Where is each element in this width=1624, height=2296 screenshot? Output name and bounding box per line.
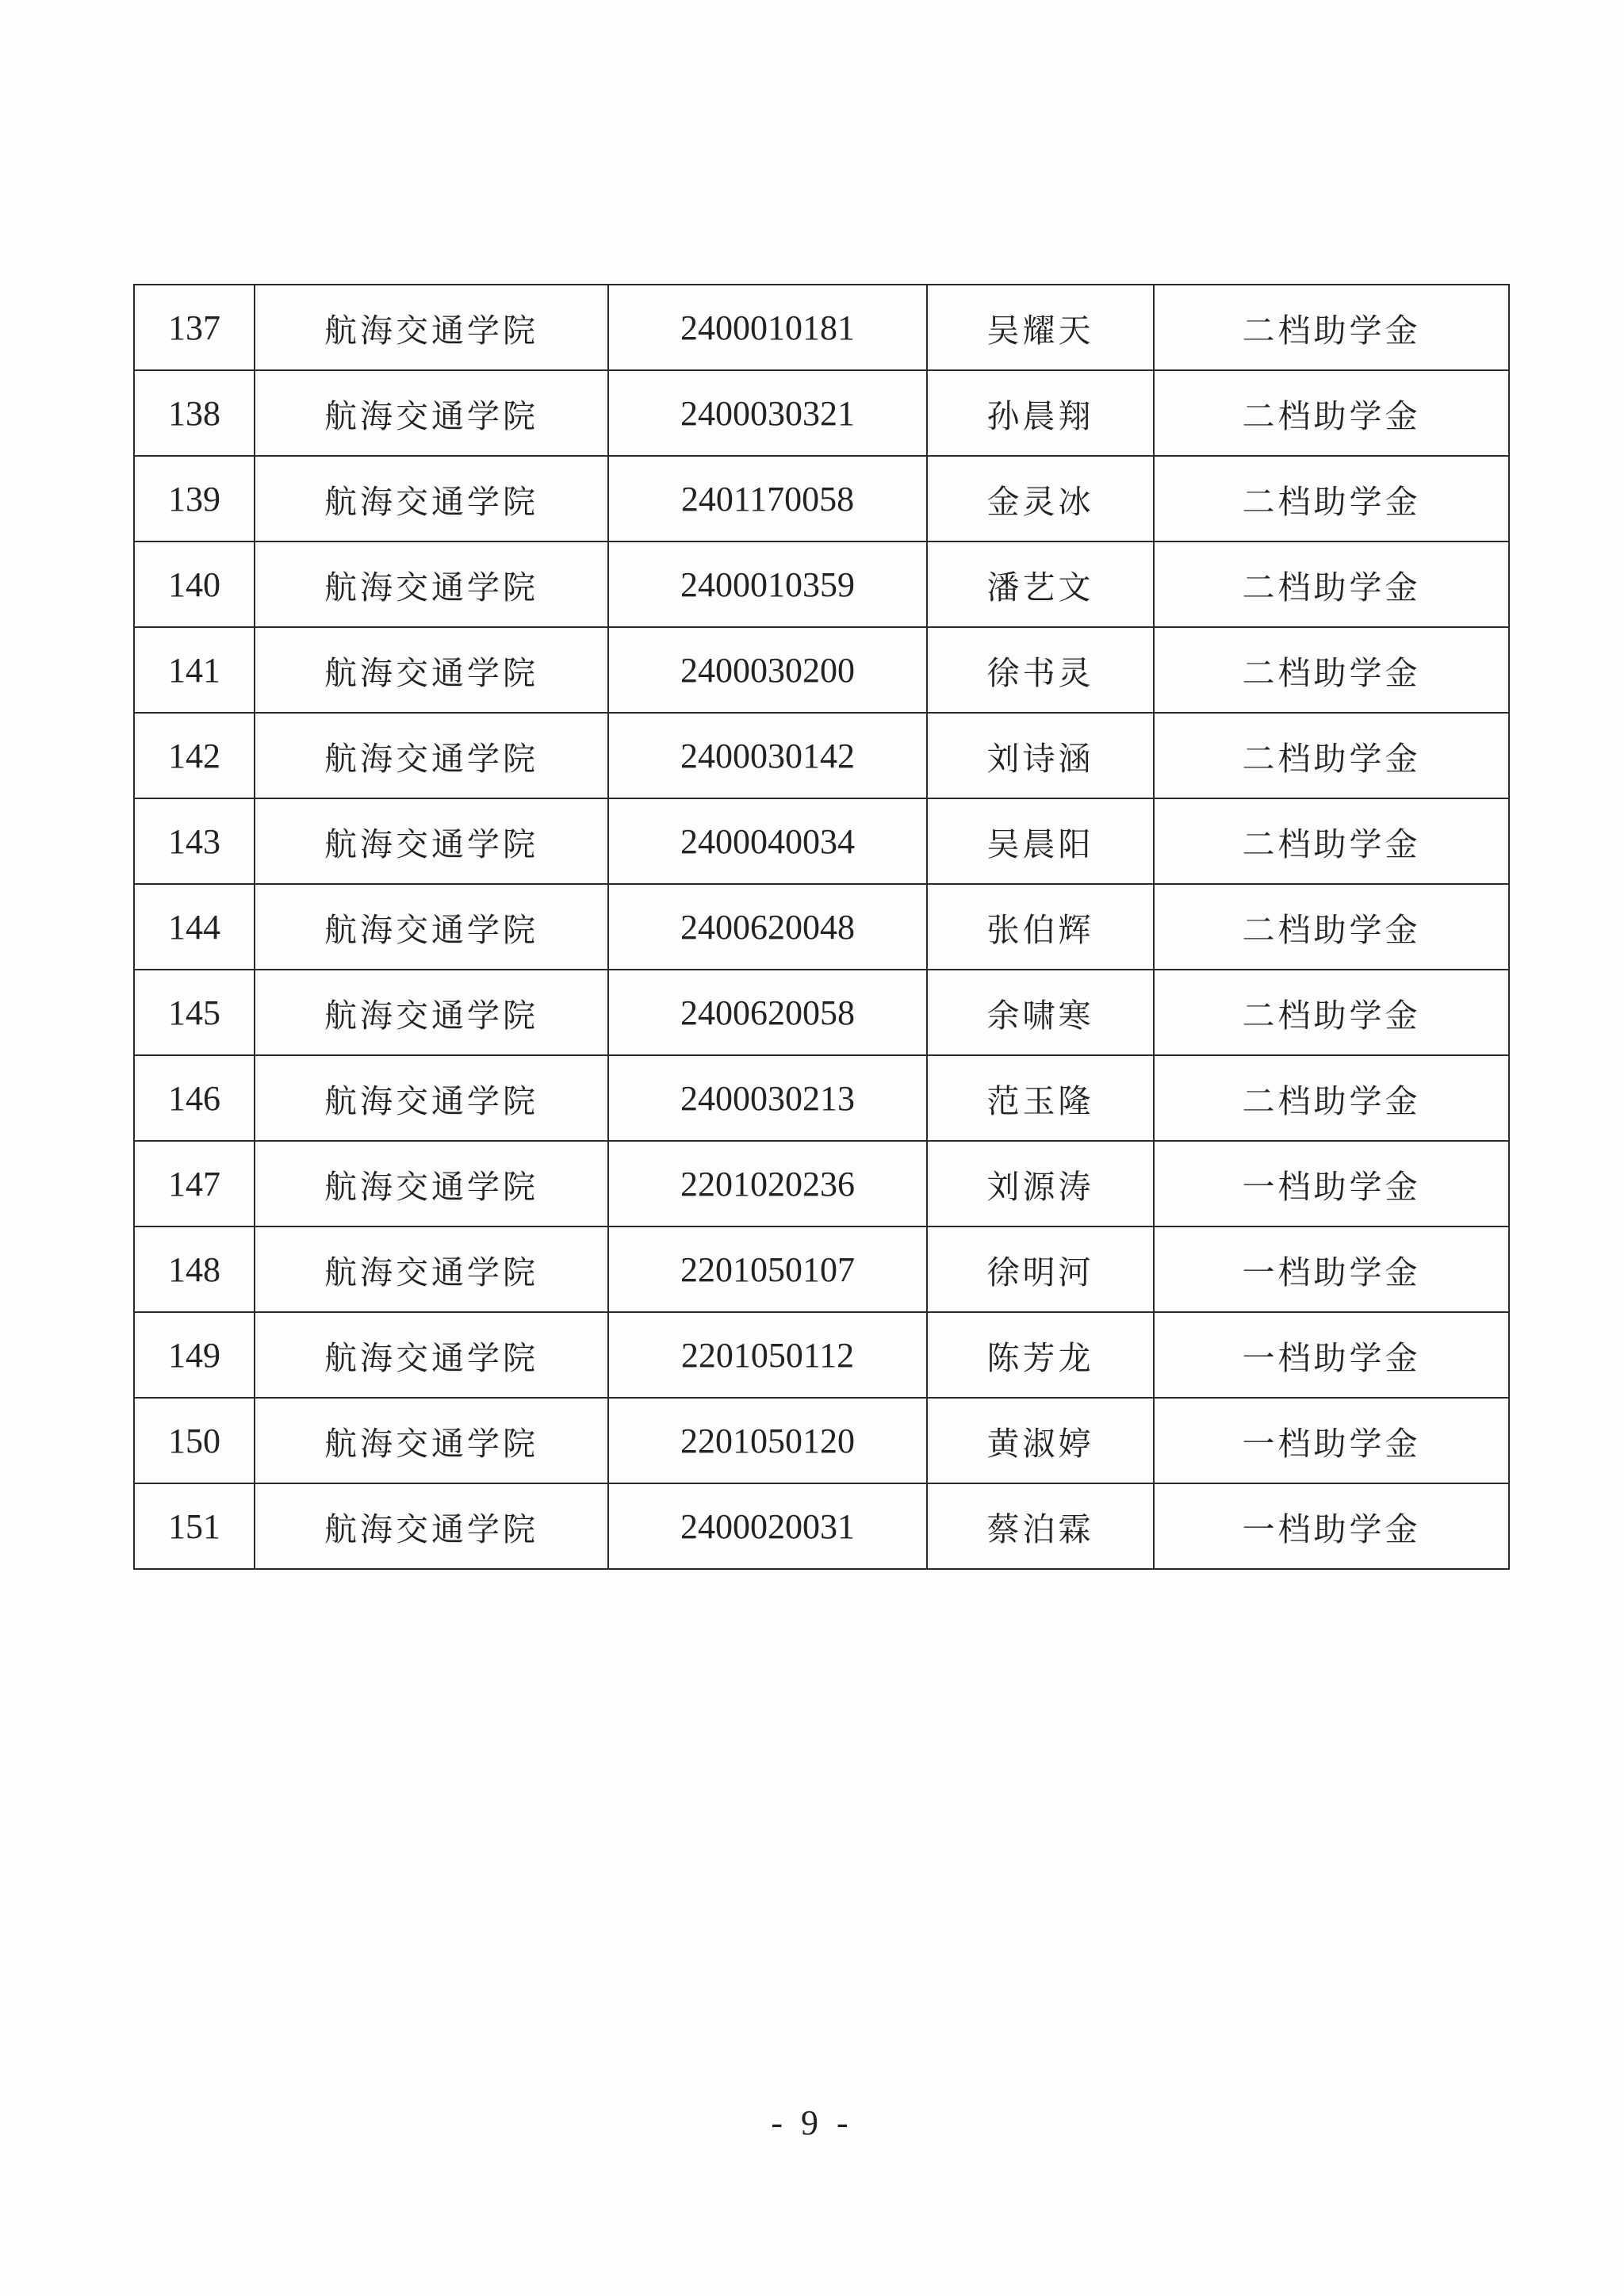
student-id-cell: 2400030213 [608, 1055, 927, 1141]
grant-level-cell: 二档助学金 [1154, 970, 1509, 1055]
row-number-cell: 139 [134, 456, 255, 541]
college-cell: 航海交通学院 [255, 456, 608, 541]
student-name-cell: 刘源涛 [927, 1141, 1154, 1226]
table-row [134, 1483, 1509, 1569]
student-name-cell: 陈芳龙 [927, 1312, 1154, 1398]
student-id-cell: 2400040034 [608, 798, 927, 884]
college-cell: 航海交通学院 [255, 884, 608, 970]
grant-level-cell: 二档助学金 [1154, 884, 1509, 970]
student-id-cell: 2201050107 [608, 1226, 927, 1312]
row-number-cell: 141 [134, 627, 255, 713]
college-cell: 航海交通学院 [255, 1055, 608, 1141]
student-name-cell: 金灵冰 [927, 456, 1154, 541]
grant-level-cell: 一档助学金 [1154, 1226, 1509, 1312]
student-id-cell: 2400620048 [608, 884, 927, 970]
college-cell: 航海交通学院 [255, 627, 608, 713]
row-number-cell: 147 [134, 1141, 255, 1226]
grant-level-cell: 二档助学金 [1154, 627, 1509, 713]
student-name-cell: 余啸寒 [927, 970, 1154, 1055]
college-cell: 航海交通学院 [255, 798, 608, 884]
table-row [134, 1398, 1509, 1483]
student-name-cell: 潘艺文 [927, 541, 1154, 627]
grant-level-cell: 一档助学金 [1154, 1483, 1509, 1569]
college-cell: 航海交通学院 [255, 541, 608, 627]
grant-level-cell: 二档助学金 [1154, 713, 1509, 798]
college-cell: 航海交通学院 [255, 1483, 608, 1569]
student-id-cell: 2400620058 [608, 970, 927, 1055]
student-name-cell: 蔡泊霖 [927, 1483, 1154, 1569]
row-number-cell: 140 [134, 541, 255, 627]
table-row [134, 798, 1509, 884]
student-name-cell: 黄淑婷 [927, 1398, 1154, 1483]
table-row [134, 970, 1509, 1055]
table-row [134, 1226, 1509, 1312]
student-name-cell: 徐书灵 [927, 627, 1154, 713]
student-name-cell: 范玉隆 [927, 1055, 1154, 1141]
row-number-cell: 151 [134, 1483, 255, 1569]
student-name-cell: 张伯辉 [927, 884, 1154, 970]
college-cell: 航海交通学院 [255, 285, 608, 370]
table-row [134, 884, 1509, 970]
college-cell: 航海交通学院 [255, 1226, 608, 1312]
student-name-cell: 吴耀天 [927, 285, 1154, 370]
student-id-cell: 2400030200 [608, 627, 927, 713]
student-id-cell: 2400020031 [608, 1483, 927, 1569]
grant-level-cell: 二档助学金 [1154, 285, 1509, 370]
college-cell: 航海交通学院 [255, 370, 608, 456]
row-number-cell: 148 [134, 1226, 255, 1312]
student-id-cell: 2400010181 [608, 285, 927, 370]
college-cell: 航海交通学院 [255, 1141, 608, 1226]
grant-level-cell: 一档助学金 [1154, 1141, 1509, 1226]
student-id-cell: 2201050120 [608, 1398, 927, 1483]
table-row [134, 1312, 1509, 1398]
roster-table-body [134, 285, 1509, 1569]
row-number-cell: 149 [134, 1312, 255, 1398]
table-row [134, 541, 1509, 627]
student-id-cell: 2400030321 [608, 370, 927, 456]
row-number-cell: 145 [134, 970, 255, 1055]
student-name-cell: 吴晨阳 [927, 798, 1154, 884]
student-id-cell: 2401170058 [608, 456, 927, 541]
student-name-cell: 刘诗涵 [927, 713, 1154, 798]
table-row [134, 370, 1509, 456]
college-cell: 航海交通学院 [255, 1398, 608, 1483]
student-name-cell: 徐明河 [927, 1226, 1154, 1312]
grant-level-cell: 一档助学金 [1154, 1312, 1509, 1398]
table-row [134, 1055, 1509, 1141]
row-number-cell: 144 [134, 884, 255, 970]
row-number-cell: 137 [134, 285, 255, 370]
student-name-cell: 孙晨翔 [927, 370, 1154, 456]
grant-level-cell: 二档助学金 [1154, 541, 1509, 627]
student-id-cell: 2400010359 [608, 541, 927, 627]
table-row [134, 627, 1509, 713]
row-number-cell: 150 [134, 1398, 255, 1483]
row-number-cell: 143 [134, 798, 255, 884]
row-number-cell: 138 [134, 370, 255, 456]
row-number-cell: 146 [134, 1055, 255, 1141]
row-number-cell: 142 [134, 713, 255, 798]
grant-level-cell: 二档助学金 [1154, 1055, 1509, 1141]
grant-level-cell: 二档助学金 [1154, 456, 1509, 541]
college-cell: 航海交通学院 [255, 713, 608, 798]
scholarship-roster-table [133, 284, 1510, 1570]
grant-level-cell: 二档助学金 [1154, 370, 1509, 456]
student-id-cell: 2400030142 [608, 713, 927, 798]
college-cell: 航海交通学院 [255, 970, 608, 1055]
grant-level-cell: 二档助学金 [1154, 798, 1509, 884]
table-row [134, 1141, 1509, 1226]
page-number: - 9 - [771, 2103, 853, 2142]
college-cell: 航海交通学院 [255, 1312, 608, 1398]
student-id-cell: 2201050112 [608, 1312, 927, 1398]
grant-level-cell: 一档助学金 [1154, 1398, 1509, 1483]
table-row [134, 285, 1509, 370]
table-row [134, 456, 1509, 541]
student-id-cell: 2201020236 [608, 1141, 927, 1226]
table-row [134, 713, 1509, 798]
